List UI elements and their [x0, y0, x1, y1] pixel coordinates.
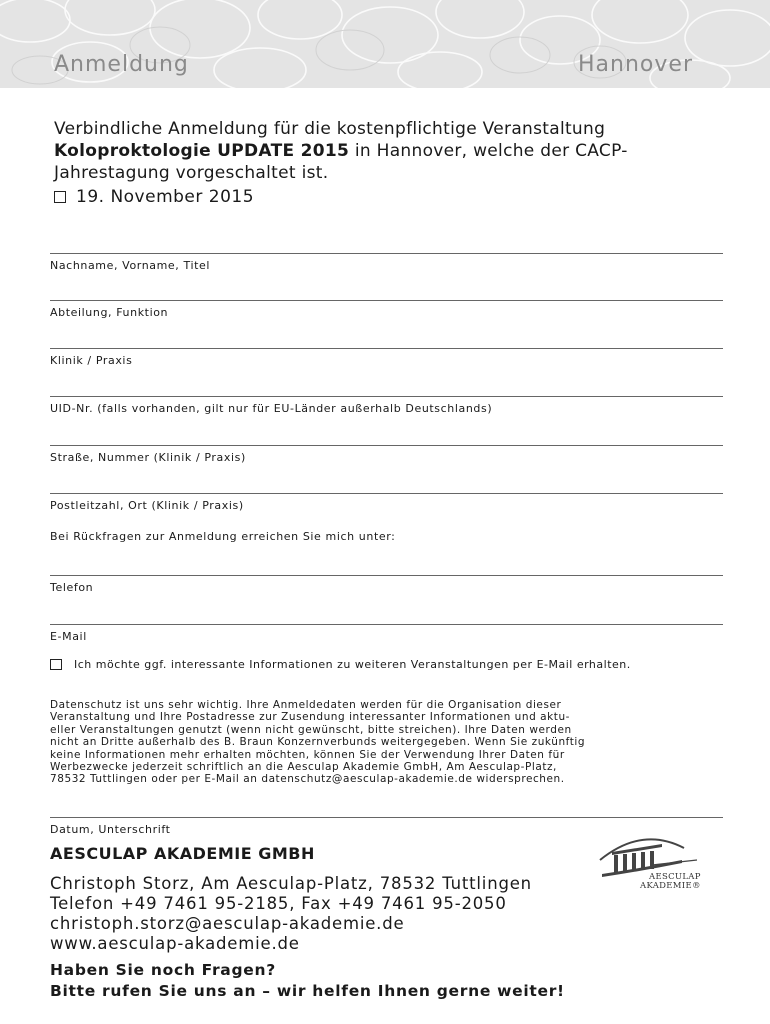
privacy-line: Datenschutz ist uns sehr wichtig. Ihre Anmeldedaten werden für die Organisation dieser	[50, 699, 562, 711]
questions-line-1: Haben Sie noch Fragen?	[50, 961, 276, 979]
field-postcode-city[interactable]	[50, 493, 723, 512]
address-website-line[interactable]: www.aesculap-akademie.de	[50, 934, 300, 953]
privacy-line: Veranstaltung und Ihre Postadresse zur Zusendung interessanter Informationen und aktu-	[50, 711, 571, 724]
field-department[interactable]	[50, 300, 723, 319]
privacy-notice	[50, 699, 730, 786]
contact-note: Bei Rückfragen zur Anmeldung erreichen Sie mich unter:	[50, 530, 396, 543]
intro-text	[54, 118, 704, 184]
field-label-street: Straße, Nummer (Klinik / Praxis)	[50, 451, 246, 464]
date-label: 19. November 2015	[76, 187, 255, 207]
field-label-email: E-Mail	[50, 630, 87, 643]
field-label-date-signature: Datum, Unterschrift	[50, 823, 171, 836]
address-email-line[interactable]: christoph.storz@aesculap-akademie.de	[50, 914, 405, 933]
company-address	[50, 874, 532, 954]
field-label-postcode-city: Postleitzahl, Ort (Klinik / Praxis)	[50, 499, 244, 512]
privacy-line: nicht an Dritte außerhalb des B. Braun Konzernverbunds weitergegeben. Wenn Sie zukünftig	[50, 736, 586, 749]
field-label-phone: Telefon	[50, 581, 94, 594]
field-vat-id[interactable]	[50, 396, 723, 415]
optin-checkbox[interactable]	[50, 659, 62, 670]
logo-wordmark	[640, 873, 701, 891]
field-phone[interactable]	[50, 575, 723, 594]
intro-line-2-rest: in Hannover, welche der CACP-	[349, 141, 628, 161]
intro-line-3: Jahrestagung vorgeschaltet ist.	[54, 163, 329, 183]
questions-callout	[50, 960, 565, 1002]
field-label-department: Abteilung, Funktion	[50, 306, 169, 319]
privacy-line: Werbezwecke jederzeit schriftlich an die Aesculap Akademie GmbH, Am Aesculap-Platz,	[50, 761, 557, 774]
company-name: AESCULAP AKADEMIE GMBH	[50, 844, 315, 863]
header-band	[0, 0, 770, 88]
optin-label: Ich möchte ggf. interessante Informationen zu weiteren Veranstaltungen per E-Mail erhalten.	[74, 658, 631, 671]
event-name: Koloproktologie UPDATE 2015	[54, 141, 350, 161]
logo-line-1: AESCULAP	[649, 872, 701, 882]
header-location: Hannover	[578, 52, 693, 77]
field-clinic[interactable]	[50, 348, 723, 367]
field-label-name: Nachname, Vorname, Titel	[50, 259, 211, 272]
logo-line-2: AKADEMIE®	[640, 881, 701, 891]
field-street[interactable]	[50, 445, 723, 464]
questions-line-2: Bitte rufen Sie uns an – wir helfen Ihnen gerne weiter!	[50, 982, 565, 1000]
field-date-signature[interactable]	[50, 817, 723, 836]
field-name[interactable]	[50, 253, 723, 272]
intro-line-2	[54, 140, 704, 162]
field-label-vat-id: UID-Nr. (falls vorhanden, gilt nur für EU-Länder außerhalb Deutschlands)	[50, 402, 493, 415]
field-email[interactable]	[50, 624, 723, 643]
privacy-line: 78532 Tuttlingen oder per E-Mail an datenschutz@aesculap-akademie.de widersprechen.	[50, 773, 565, 786]
intro-line-1: Verbindliche Anmeldung für die kostenpflichtige Veranstaltung	[54, 119, 606, 139]
date-checkbox[interactable]	[54, 191, 66, 203]
address-phone-line: Telefon +49 7461 95-2185, Fax +49 7461 95-2050	[50, 894, 507, 913]
header-title: Anmeldung	[54, 52, 189, 77]
field-label-clinic: Klinik / Praxis	[50, 354, 133, 367]
privacy-line: keine Informationen mehr erhalten möchten, können Sie der Verwendung Ihrer Daten für	[50, 748, 565, 761]
privacy-line: eller Veranstaltungen genutzt (wenn nicht gewünscht, bitte streichen). Ihre Daten werden	[50, 723, 572, 736]
newsletter-optin[interactable]	[50, 658, 631, 671]
date-option[interactable]	[54, 187, 254, 207]
address-contact-line: Christoph Storz, Am Aesculap-Platz, 78532 Tuttlingen	[50, 874, 532, 893]
